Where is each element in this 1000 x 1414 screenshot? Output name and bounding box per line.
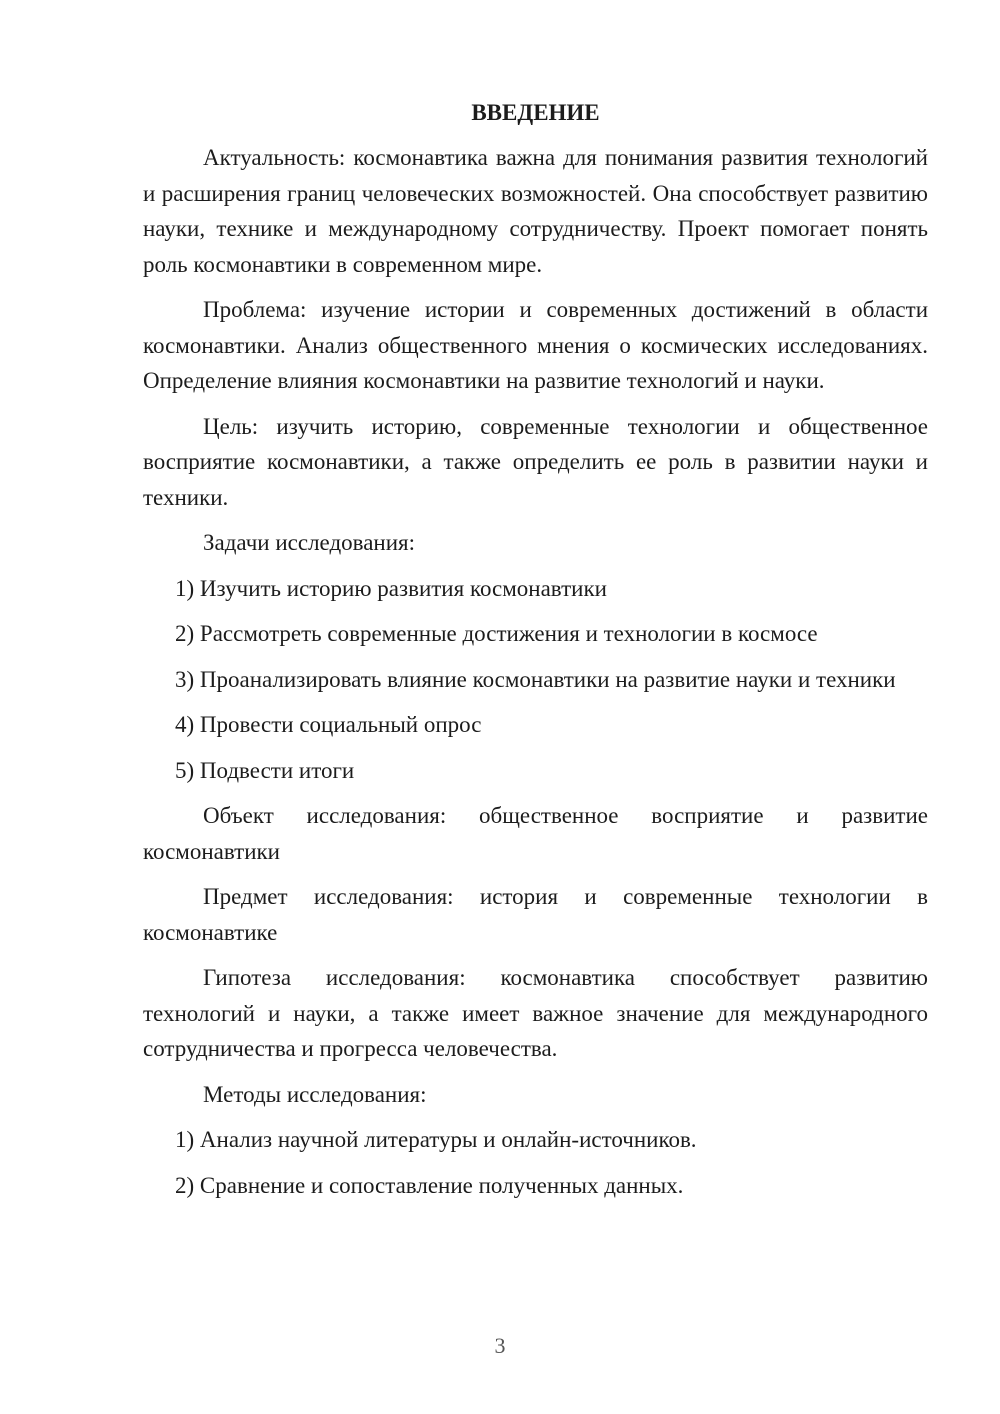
task-item: 5) Подвести итоги	[175, 757, 355, 783]
page-content	[143, 95, 928, 1213]
page-title: ВВЕДЕНИЕ	[471, 100, 600, 125]
method-item: 1) Анализ научной литературы и онлайн-источников.	[175, 1127, 697, 1152]
subject-paragraph: Предмет исследования: история и современные технологии в космонавтике	[143, 884, 928, 945]
page-number: 3	[494, 1333, 506, 1358]
methods-heading: Методы исследования:	[203, 1081, 427, 1107]
relevance-paragraph: Актуальность: космонавтика важна для понимания развития технологий и расширения границ человеческих возможностей. Она способствует развитию науки, технике и международному сотрудничеству. Проект помогает понять роль космонавтики в современном мире.	[143, 145, 928, 277]
task-item: 3) Проанализировать влияние космонавтики на развитие науки и техники	[175, 666, 896, 692]
task-item: 2) Рассмотреть современные достижения и технологии в космосе	[175, 621, 818, 646]
object-paragraph: Объект исследования: общественное восприятие и развитие космонавтики	[143, 803, 928, 864]
problem-paragraph: Проблема: изучение истории и современных достижений в области космонавтики. Анализ общественного мнения о космических исследованиях. Определение влияния космонавтики на развитие технологий и науки.	[143, 297, 928, 393]
method-item: 2) Сравнение и сопоставление полученных данных.	[175, 1172, 684, 1198]
tasks-heading: Задачи исследования:	[203, 530, 416, 555]
hypothesis-paragraph: Гипотеза исследования: космонавтика способствует развитию технологий и науки, а также имеет важное значение для международного сотрудничества и прогресса человечества.	[143, 965, 928, 1061]
task-item: 4) Провести социальный опрос	[175, 712, 482, 737]
task-item: 1) Изучить историю развития космонавтики	[175, 575, 607, 601]
goal-paragraph: Цель: изучить историю, современные технологии и общественное восприятие космонавтики, а также определить ее роль в развитии науки и техники.	[143, 413, 928, 510]
